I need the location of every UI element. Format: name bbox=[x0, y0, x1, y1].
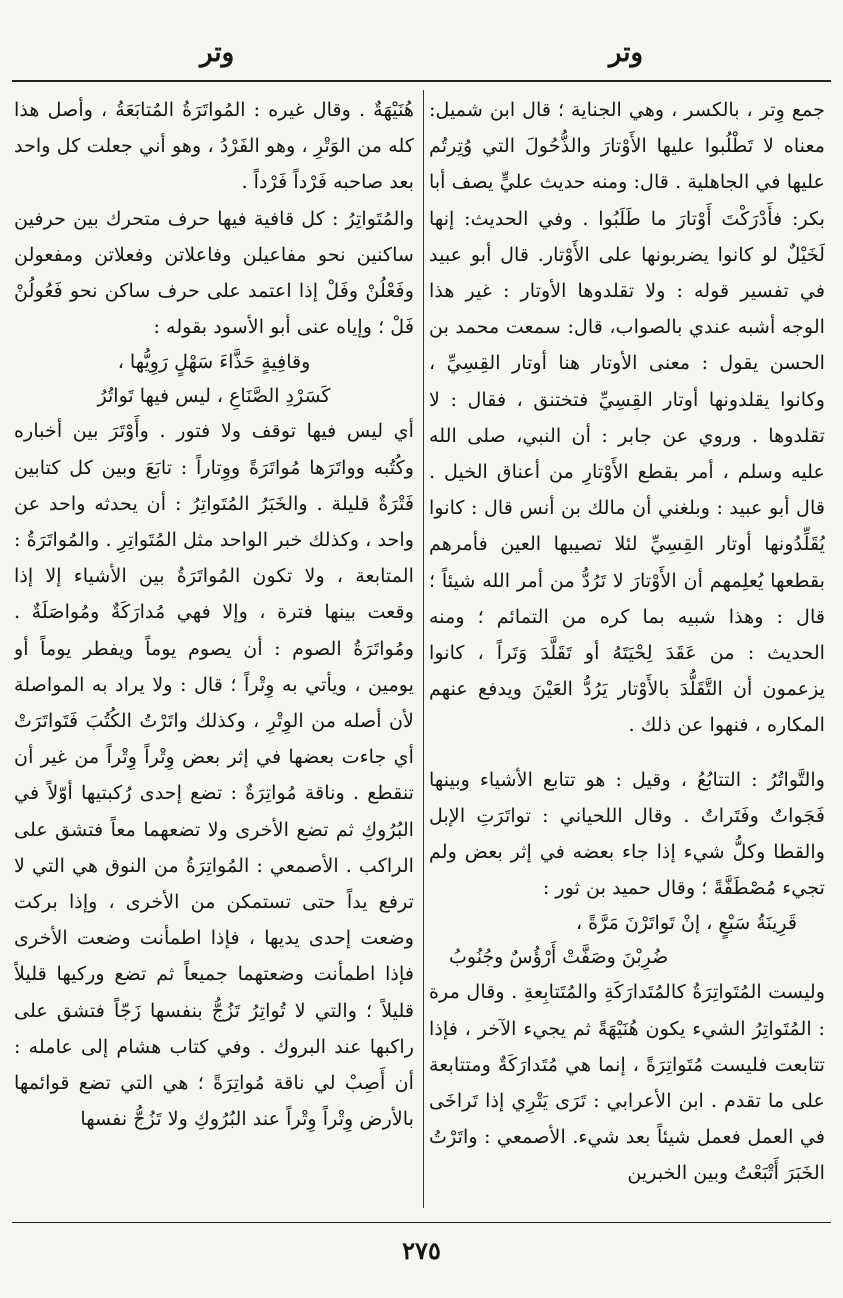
right-column bbox=[429, 92, 825, 1202]
column-divider bbox=[423, 90, 424, 1208]
verse-line: كَسَرْدِ الصَّنَاعِ ، ليس فيها تَواتُرُ bbox=[97, 385, 331, 408]
verse-line: قَرِينَةُ سَبْعٍ ، إنْ تَواتَرْنَ مَرَّةً ، bbox=[576, 912, 797, 935]
verse-line: ضُرِبْنَ وصَفَّتْ أَرْؤُسٌ وجُنُوبُ bbox=[449, 946, 669, 969]
page-number: ٢٧٥ bbox=[402, 1236, 441, 1265]
running-header-left: وتر bbox=[200, 38, 235, 68]
paragraph: جمع وِتر ، بالكسر ، وهي الجناية ؛ قال ابن شميل: معناه لا تَطْلُبوا عليها الأَوْتارَ والذُّحُولَ التي وُتِرتُم عليها في الجاهلية . قال: ومنه حديث عليٍّ يصف أبا بكر: فأَدْرَكْتَ أَوْتارَ ما طَلَبُوا . وفي الحديث: إنها لَخَيْلٌ لو كانوا يضربونها على الأَوْتار. قال أبو عبيد في تفسير قوله : ولا تقلدوها الأوتار : غير هذا الوجه أشبه عندي بالصواب، قال: سمعت محمد بن الحسن يقول : معنى الأوتار هنا أوتار القِسِيِّ ، وكانوا يقلدونها أوتار القِسِيِّ فتختنق ، فقال : لا تقلدوها . وروي عن جابر : أن النبي، صلى الله عليه وسلم ، أمر بقطع الأَوْتارِ من أعناق الخيل . قال أبو عبيد : وبلغني أن مالك بن أنس قال : كانوا يُقَلِّدُونها أوتار القِسِيِّ لئلا تصيبها العين فأمرهم بقطعها يُعلِمهم أن الأَوْتارَ لا تَرُدُّ من أمر الله شيئاً ؛ قال : وهذا شبيه بما كره من التمائم ؛ ومنه الحديث : من عَقَدَ لِحْيَتَهُ أو تَقَلَّدَ وَتَراً ، كانوا يزعمون أن التَّقَلُّدَ بالأَوْتار يَرُدُّ العَيْنَ ويدفع عنهم المكاره ، فنهوا عن ذلك . bbox=[429, 98, 825, 737]
paragraph: هُنَيْهَةٌ . وقال غيره : المُواتَرَةُ المُتابَعَةُ ، وأصل هذا كله من الوَتْرِ ، وهو الفَرْدُ ، وهو أني جعلت كل واحد بعد صاحبه فَرْداً فَرْداً . bbox=[14, 98, 414, 194]
paragraph: وليست المُتَواتِرَةُ كالمُتَدارَكَةِ والمُتَتابِعةِ . وقال مرة : المُتَواتِرُ الشيء يكون هُنَيْهَةً ثم يجيء الآخر ، فإذا تتابعت فليست مُتَواتِرَةً ، إنما هي مُتَدارَكَةٌ ومتتابعة على ما تقدم . ابن الأعرابي : تَرَى يَتْرِي إذا تَراخَى في العمل فعمل شيئاً بعد شيء. الأصمعي : واتَرْتُ الخَبَرَ أَتْبَعْتُ وبين الخبرين bbox=[429, 980, 825, 1185]
left-column bbox=[14, 92, 414, 1202]
paragraph: أي ليس فيها توقف ولا فتور . وأَوْتَرَ بين أخباره وكُتُبه وواتَرَها مُواتَرَةً ووِتاراً : تابَعَ وبين كل كتابين فَتْرَةٌ قليلة . والخَبَرُ المُتَواتِرُ : أن يحدثه واحد عن واحد ، وكذلك خبر الواحد مثل المُتَواتِرِ . والمُواتَرَةُ : المتابعة ، ولا تكون المُواتَرَةُ بين الأشياء إلا إذا وقعت بينها فترة ، وإلا فهي مُدارَكَةٌ ومُواصَلَةٌ . ومُواتَرَةُ الصوم : أن يصوم يوماً ويفطر يوماً أو يومين ، ويأتي به وِتْراً ؛ قال : ولا يراد به المواصلة لأن أصله من الوِتْرِ ، وكذلك واتَرْتُ الكُتُبَ فَتَواتَرَتْ أي جاءت بعضها في إثر بعض وِتْراً وِتْراً من غير أن تنقطع . وناقة مُواتِرَةٌ : تضع إحدى رُكبتيها أوّلاً في البُرُوكِ ثم تضع الأخرى ولا تضعهما معاً فتشق على الراكب . الأصمعي : المُواتِرَةُ من النوق هي التي لا ترفع يداً حتى تستمكن من الأخرى ، وإذا بركت وضعت إحدى يديها ، فإذا اطمأنت وضعت الأخرى فإذا اطمأنت وضعتهما جميعاً ثم تضع وركيها قليلاً قليلاً ؛ والتي لا تُواتِرُ تَزُجُّ بنفسها زَجّاً فتشق على راكبها عند البروك . وفي كتاب هشام إلى عامله : أن أَصِبْ لي ناقة مُواتِرَةً ؛ هي التي تضع قوائمها بالأرض وِتْراً وِتْراً عند البُرُوكِ ولا تَزُجُّ نفسها bbox=[14, 419, 414, 1131]
paragraph: والمُتَواتِرُ : كل قافية فيها حرف متحرك بين حرفين ساكنين نحو مفاعيلن وفاعلاتن وفعلاتن ومفعولن وفَعْلُنْ وفَلْ إذا اعتمد على حرف ساكن نحو فَعُولُنْ فَلْ ؛ وإياه عنى أبو الأسود بقوله : bbox=[14, 206, 414, 339]
running-header-right: وتر bbox=[608, 38, 643, 68]
paragraph: والتَّواتُرُ : التتابُعُ ، وقيل : هو تتابع الأشياء وبينها فَجَواتٌ وفَتَراتٌ . وقال اللحياني : تواتَرَتِ الإبل والقطا وكلُّ شيء إذا جاء بعضه في إثر بعض ولم تجيء مُصْطَفَّةً ؛ وقال حميد بن ثور : bbox=[429, 767, 825, 900]
footer-rule bbox=[12, 1222, 831, 1223]
header-rule bbox=[12, 80, 831, 82]
verse-line: وقافِيةٍ حَذَّاءَ سَهْلٍ رَوِيُّها ، bbox=[117, 351, 311, 374]
